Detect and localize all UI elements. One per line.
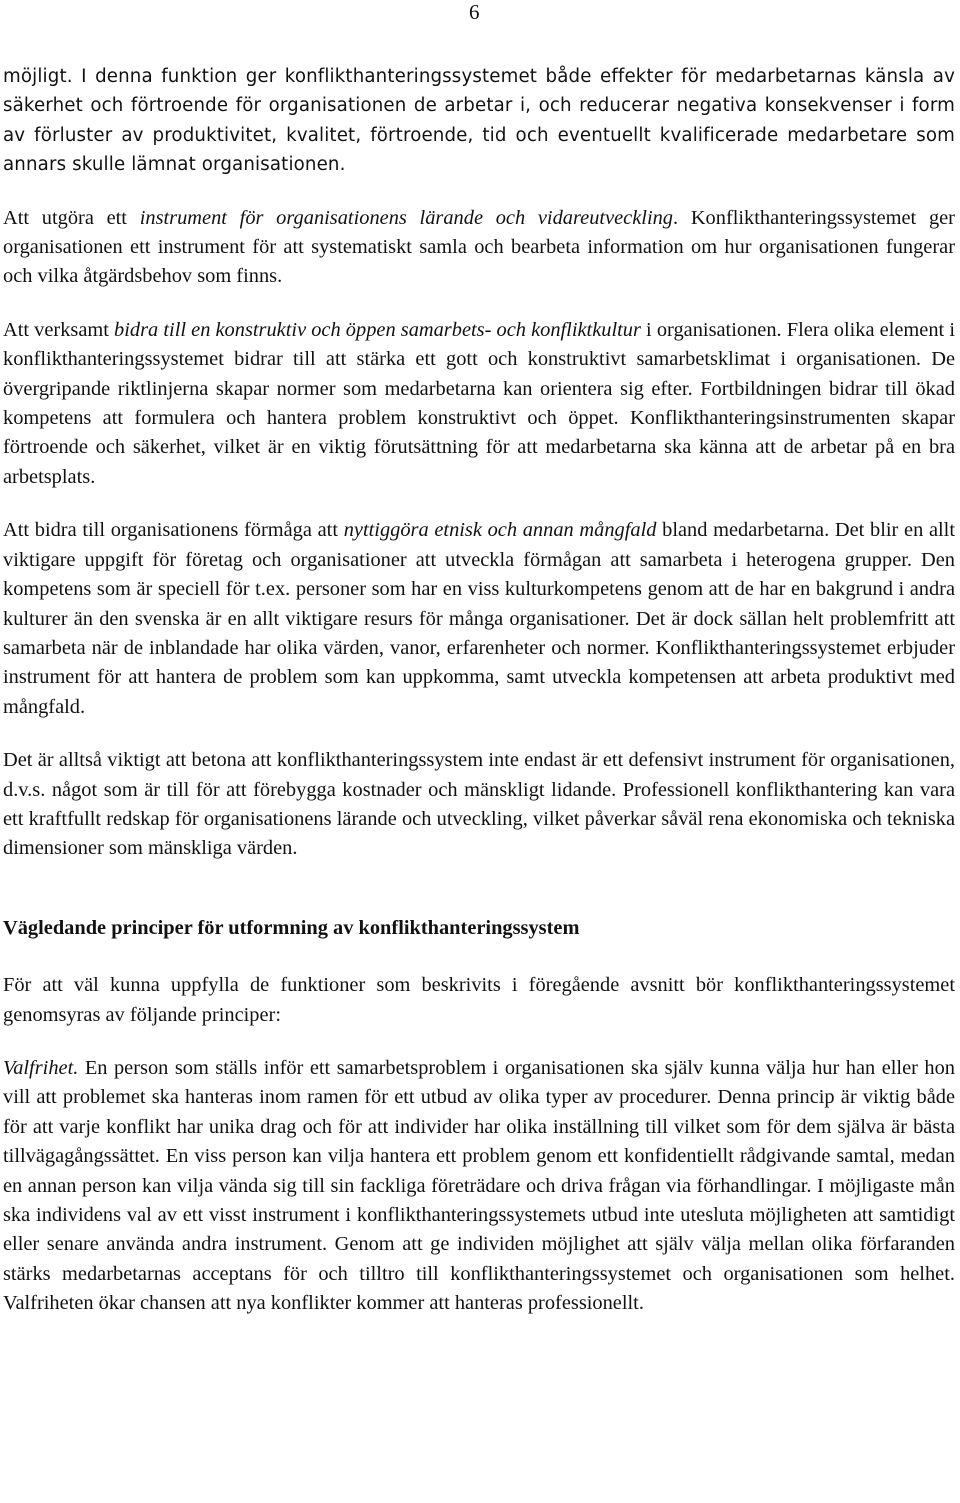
paragraph-summary: Det är alltså viktigt att betona att konflikthanteringssystem inte endast är ett defensivt instrument för organisationen, d.v.s. något som är till för att förebygga kostnader och mänskligt lidande. Professionell konflikthantering kan vara ett kraftfullt redskap för organisationens lärande och utveckling, vilket påverkar såväl rena ekonomiska och tekniska dimensioner som mänskliga värden. bbox=[3, 749, 955, 860]
paragraph-lead: Att utgöra ett bbox=[3, 206, 140, 229]
paragraph-rest: i organisationen. Flera olika element i konflikthanteringssystemet bidrar till att stärka ett gott och konstruktivt samarbetsklimat i organisationen. De övergripande riktlinjerna skapar normer som medarbetarna kan orientera sig efter. Fortbildningen bidrar till ökad kompetens att formulera och hantera problem konstruktivt och öppet. Konflikthanteringsinstrumenten skapar förtroende och säkerhet, vilket är en viktig förutsättning för att medarbetarna ska känna att de arbetar på en bra arbetsplats. bbox=[3, 318, 955, 488]
paragraph-cooperation-culture bbox=[3, 316, 955, 492]
paragraph-lead: Att bidra till organisationens förmåga att bbox=[3, 519, 344, 542]
paragraph-emphasis: nyttiggöra etnisk och annan mångfald bbox=[343, 519, 657, 542]
paragraph-diversity bbox=[3, 516, 955, 722]
paragraph-emphasis: instrument för organisationens lärande och vidareutveckling bbox=[139, 206, 673, 229]
section-intro: För att väl kunna uppfylla de funktioner som beskrivits i föregående avsnitt bör konflikthanteringssystemet genomsyras av följande principer: bbox=[3, 974, 955, 1026]
paragraph-lead: Att verksamt bbox=[3, 318, 115, 341]
principle-term: Valfrihet. bbox=[3, 1056, 79, 1079]
page-number: 6 bbox=[469, 0, 480, 24]
paragraph-rest: . Konflikthanteringssystemet ger organisationen ett instrument för att systematiskt samla och bearbeta information om hur organisationen fungerar och vilka åtgärdsbehov som finns. bbox=[3, 206, 955, 288]
section-heading: Vägledande principer för utformning av konflikthanteringssystem bbox=[3, 916, 580, 939]
paragraph-rest: bland medarbetarna. Det blir en allt viktigare uppgift för företag och organisationer att utveckla förmågan att samarbeta i heterogena grupper. Den kompetens som är speciell för t.ex. personer som har en viss kulturkompetens genom att de har en bakgrund i andra kulturer än den svenska är en allt viktigare resurs för många organisationer. Det är dock sällan helt problemfritt att samarbeta när de inblandade har olika värden, vanor, erfarenheter och normer. Konflikthanteringssystemet erbjuder instrument för att hantera de problem som kan uppkomma, samt utveckla kompetensen att arbeta produktivt med mångfald. bbox=[3, 519, 955, 718]
principle-valfrihet bbox=[3, 1054, 955, 1319]
paragraph-function-security: möjligt. I denna funktion ger konflikthanteringssystemet både effekter för medarbetarnas känsla av säkerhet och förtroende för organisationen de arbetar i, och reducerar negativa konsekvenser i form av förluster av produktivitet, kvalitet, förtroende, tid och eventuellt kvalificerade medarbetare som annars skulle lämnat organisationen. bbox=[3, 66, 955, 176]
principle-text: En person som ställs inför ett samarbetsproblem i organisationen ska själv kunna välja hur han eller hon vill att problemet ska hanteras inom ramen för ett utbud av olika typer av procedurer. Denna princip är viktig både för att varje konflikt har unika drag och för att individer har olika inställning till vilket som för dem själva är bästa tillvägagångssättet. En viss person kan vilja hantera ett problem genom ett konfidentiellt rådgivande samtal, medan en annan person kan vilja vända sig till sin fackliga företrädare och driva frågan via förhandlingar. I möjligaste mån ska individens val av ett visst instrument i konflikthanteringssystemets utbud inte utesluta möjligheten att samtidigt eller senare använda andra instrument. Genom att ge individen möjlighet att själv välja mellan olika förfaranden stärks medarbetarnas acceptans för och tilltro till konflikthanteringssystemet och organisationen som helhet. Valfriheten ökar chansen att nya konflikter kommer att hanteras professionellt. bbox=[3, 1056, 955, 1315]
document-body bbox=[3, 62, 955, 1343]
paragraph-learning-instrument bbox=[3, 204, 955, 292]
paragraph-emphasis: bidra till en konstruktiv och öppen samarbets- och konfliktkultur bbox=[114, 318, 641, 341]
